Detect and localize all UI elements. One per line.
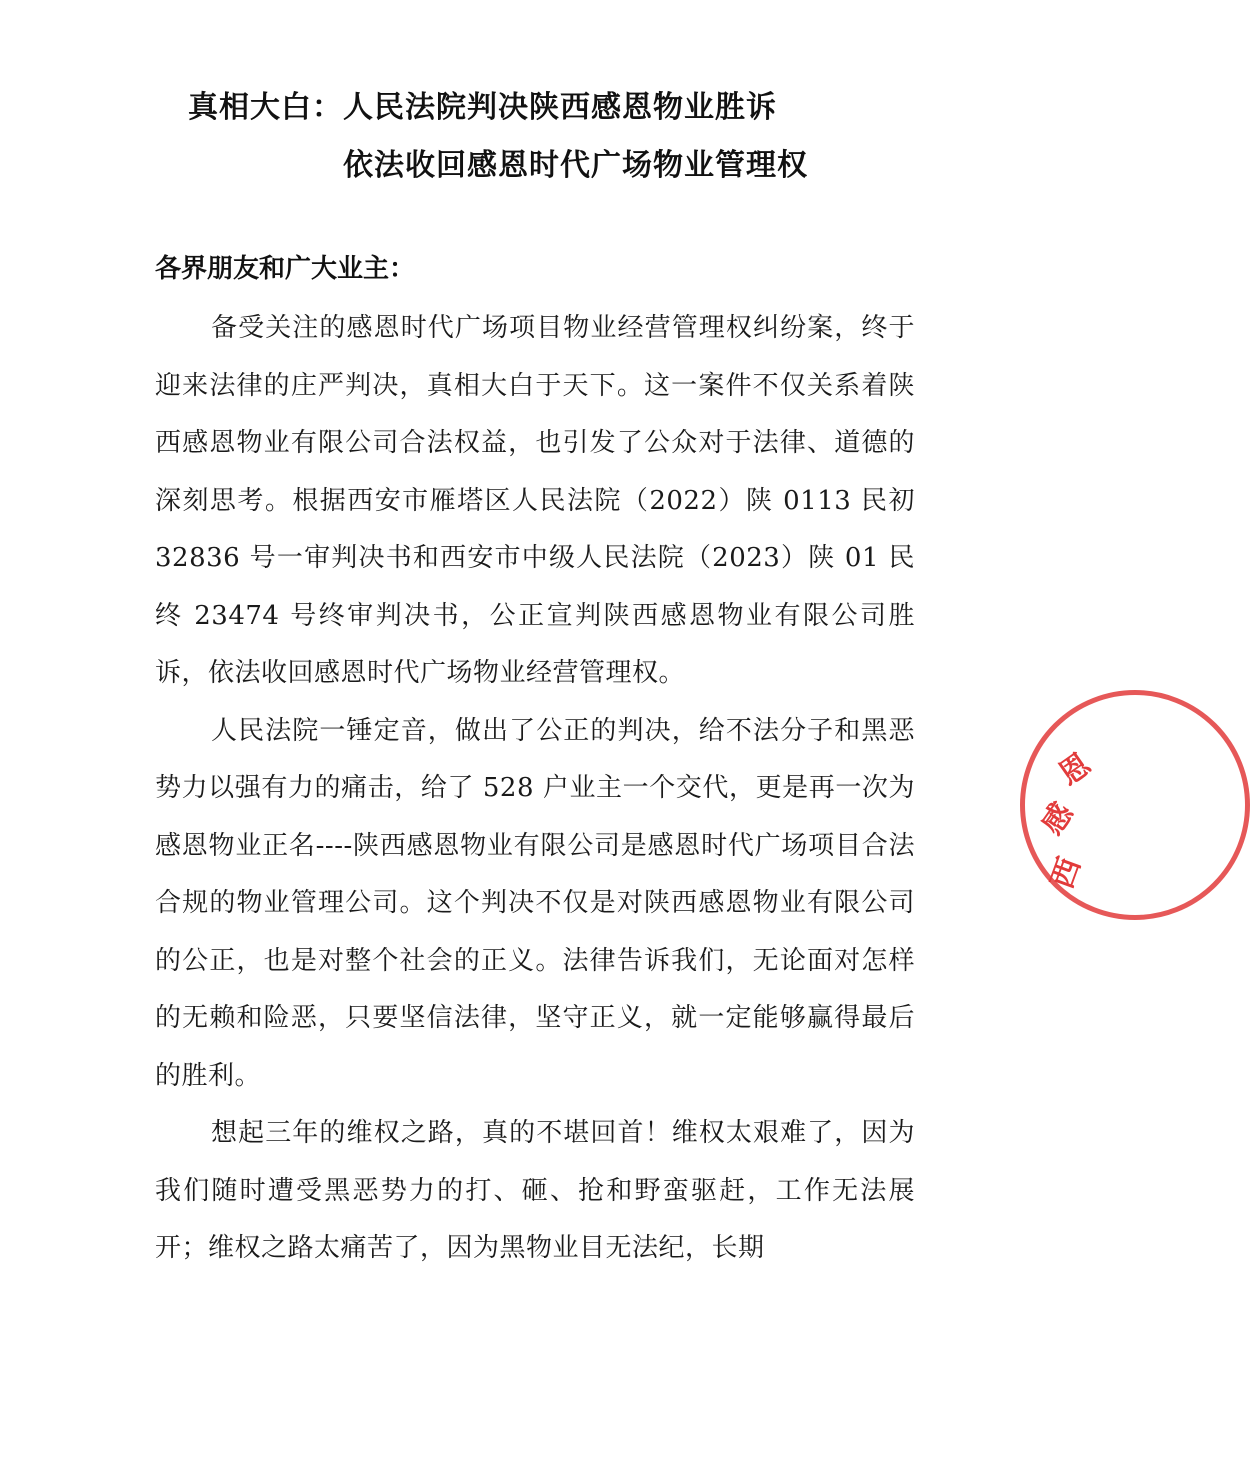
seal-character: 西 [1044,853,1088,894]
paragraph: 人民法院一锤定音，做出了公正的判决，给不法分子和黑恶势力以强有力的痛击，给了 528 户业主一个交代，更是再一次为感恩物业正名----陕西感恩物业有限公司是感恩时代广场项目合法合规的物业管理公司。这个判决不仅是对陕西感恩物业有限公司的公正，也是对整个社会的正义。法律告诉我们，无论面对怎样的无赖和险恶，只要坚信法律，坚守正义，就一定能够赢得最后的胜利。 [155,715,915,1091]
seal-character: 恩 [1052,746,1098,793]
body-text [155,300,915,1278]
seal-character: 感 [1034,796,1081,842]
document-title-line-1: 真相大白：人民法院判决陕西感恩物业胜诉 [188,90,777,125]
document-title-line-2: 依法收回感恩时代广场物业管理权 [343,148,808,183]
greeting: 各界朋友和广大业主： [155,254,416,284]
paragraph: 备受关注的感恩时代广场项目物业经营管理权纠纷案，终于迎来法律的庄严判决，真相大白于天下。这一案件不仅关系着陕西感恩物业有限公司合法权益，也引发了公众对于法律、道德的深刻思考。根据西安市雁塔区人民法院（2022）陕 0113 民初 32836 号一审判决书和西安市中级人民法院（2023）陕 01 民终 23474 号终审判决书，公正宣判陕西感恩物业有限公司胜诉，依法收回感恩时代广场物业经营管理权。 [155,313,915,688]
paragraph: 想起三年的维权之路，真的不堪回首！维权太艰难了，因为我们随时遭受黑恶势力的打、砸、抢和野蛮驱赶，工作无法展开；维权之路太痛苦了，因为黑物业目无法纪，长期 [155,1118,915,1263]
